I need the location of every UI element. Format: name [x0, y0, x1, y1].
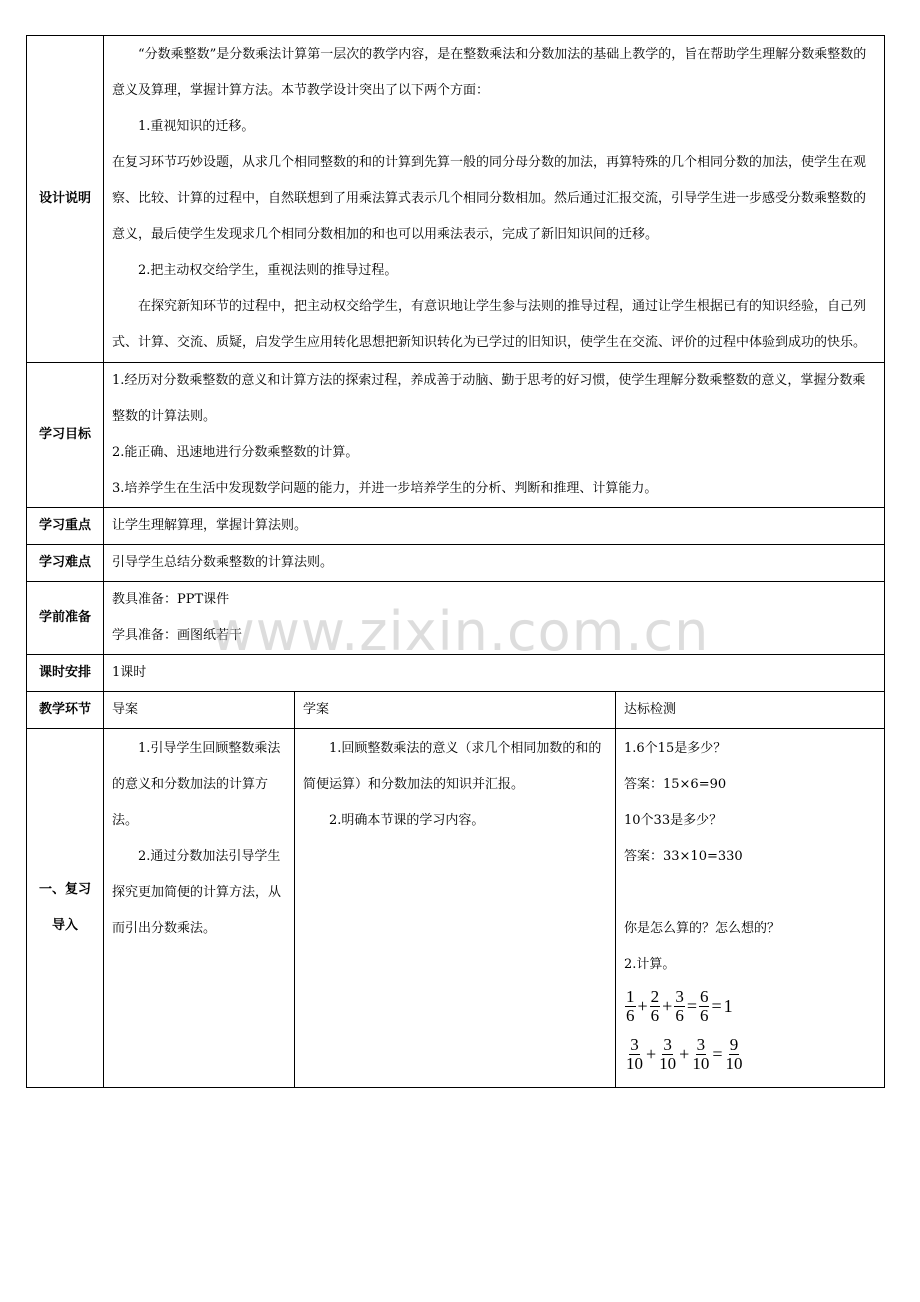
column-check: 达标检测 — [616, 692, 885, 729]
schedule-label: 课时安排 — [27, 655, 104, 692]
review-guide-item: 2.通过分数加法引导学生探究更加简便的计算方法，从而引出分数乘法。 — [112, 849, 282, 936]
difficulty-text: 引导学生总结分数乘整数的计算法则。 — [104, 545, 885, 582]
fraction: $\frac{2}{6}$ — [650, 986, 660, 1025]
review-label — [27, 729, 104, 1088]
fraction: $\frac{3}{10}$ — [692, 1034, 710, 1073]
design-paragraph: 在探究新知环节的过程中，把主动权交给学生，有意识地让学生参与法则的推导过程，通过让学生根据已有的知识经验，自己列式、计算、交流、质疑，启发学生应用转化思想把新知识转化为已学过的旧知识，使学生在交流、评价的过程中体验到成功的快乐。 — [112, 299, 867, 350]
prep-label: 学前准备 — [27, 582, 104, 655]
design-paragraph: 2.把主动权交给学生，重视法则的推导过程。 — [138, 263, 398, 278]
fraction-equation-1: $\frac{1}{6}$ + $\frac{2}{6}$ + $\frac{3}{6}$ = $\frac{6}{6}$ = 1 — [626, 986, 733, 1025]
check-question: 2.计算。 — [624, 957, 676, 972]
review-study-item: 2.明确本节课的学习内容。 — [329, 813, 485, 828]
watermark: www.zixin.com.cn — [210, 600, 710, 663]
review-study-item: 1.回顾整数乘法的意义（求几个相同加数的和的简便运算）和分数加法的知识并汇报。 — [303, 741, 602, 792]
fraction: $\frac{1}{6}$ — [626, 986, 635, 1025]
review-study — [295, 729, 616, 1088]
prep-content — [104, 582, 885, 655]
schedule-text: 1课时 — [104, 655, 885, 692]
column-study: 学案 — [295, 692, 616, 729]
key-point-label: 学习重点 — [27, 508, 104, 545]
goal-item: 2.能正确、迅速地进行分数乘整数的计算。 — [112, 445, 359, 460]
check-answer: 答案：33×10=330 — [624, 849, 743, 864]
column-stage: 教学环节 — [27, 692, 104, 729]
goal-item: 3.培养学生在生活中发现数学问题的能力，并进一步培养学生的分析、判断和推理、计算能力。 — [112, 481, 658, 496]
goal-item: 1.经历对分数乘整数的意义和计算方法的探索过程，养成善于动脑、勤于思考的好习惯，使学生理解分数乘整数的意义，掌握分数乘整数的计算法则。 — [112, 373, 866, 424]
prep-student: 学具准备：画图纸若干 — [112, 628, 243, 643]
review-guide — [104, 729, 295, 1088]
fraction-equation-2: $\frac{3}{10}$ + $\frac{3}{10}$ + $\frac{3}{10}$ = $\frac{9}{10}$ — [626, 1034, 743, 1073]
key-point-row — [27, 508, 885, 545]
fraction-result: $\frac{9}{10}$ — [725, 1034, 743, 1073]
check-answer: 答案：15×6=90 — [624, 777, 727, 792]
design-row — [27, 36, 885, 363]
difficulty-row — [27, 545, 885, 582]
fraction: $\frac{3}{10}$ — [626, 1034, 643, 1073]
design-paragraph: “分数乘整数”是分数乘法计算第一层次的教学内容，是在整数乘法和分数加法的基础上教学的，旨在帮助学生理解分数乘整数的意义及算理，掌握计算方法。本节教学设计突出了以下两个方面： — [112, 47, 867, 98]
difficulty-label: 学习难点 — [27, 545, 104, 582]
fraction-result: $\frac{6}{6}$ — [699, 986, 709, 1025]
review-label-line: 一、复习 — [38, 882, 91, 897]
check-question: 1.6个15是多少？ — [624, 741, 727, 756]
goals-content — [104, 363, 885, 508]
fraction: $\frac{3}{6}$ — [675, 986, 684, 1025]
prep-row — [27, 582, 885, 655]
design-paragraph: 在复习环节巧妙设题，从求几个相同整数的和的计算到先算一般的同分母分数的加法，再算特殊的几个相同分数的加法，使学生在观察、比较、计算的过程中，自然联想到了用乘法算式表示几个相同分数相加。然后通过汇报交流，引导学生进一步感受分数乘整数的意义，最后使学生发现求几个相同分数相加的和也可以用乘法表示，完成了新旧知识间的迁移。 — [112, 155, 867, 242]
columns-header-row — [27, 692, 885, 729]
check-question: 你是怎么算的？怎么想的？ — [624, 921, 781, 936]
lesson-plan-table — [26, 35, 885, 1088]
review-label-line: 导入 — [51, 918, 78, 933]
goals-label: 学习目标 — [27, 363, 104, 508]
design-content — [104, 36, 885, 363]
column-guide: 导案 — [104, 692, 295, 729]
review-guide-item: 1.引导学生回顾整数乘法的意义和分数加法的计算方法。 — [112, 741, 281, 828]
review-row — [27, 729, 885, 1088]
prep-teacher: 教具准备：PPT课件 — [112, 592, 230, 607]
schedule-row — [27, 655, 885, 692]
final-value: 1 — [723, 996, 733, 1016]
key-point-text: 让学生理解算理，掌握计算法则。 — [104, 508, 885, 545]
design-paragraph: 1.重视知识的迁移。 — [138, 119, 255, 134]
blank-line — [624, 875, 876, 911]
review-check — [616, 729, 885, 1088]
lesson-plan-document — [26, 35, 884, 1088]
design-label: 设计说明 — [27, 36, 104, 363]
goals-row — [27, 363, 885, 508]
fraction: $\frac{3}{10}$ — [659, 1034, 677, 1073]
check-question: 10个33是多少？ — [624, 813, 723, 828]
